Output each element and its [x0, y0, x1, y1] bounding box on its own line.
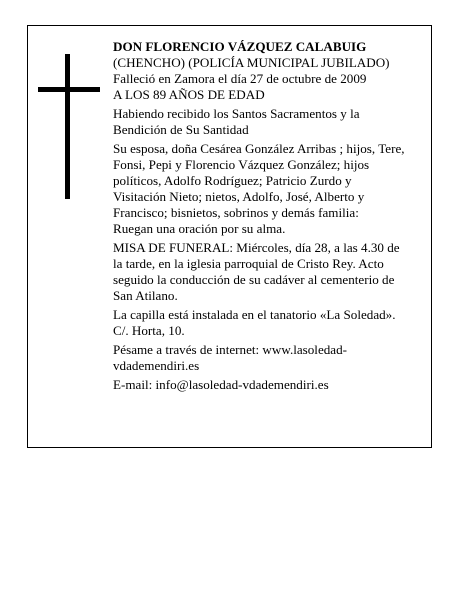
funeral-line: la tarde, en la iglesia parroquial de Cristo Rey. Acto — [113, 256, 384, 271]
internet-paragraph — [113, 342, 427, 374]
email-line: E-mail: info@lasoledad-vdademendiri.es — [113, 377, 329, 392]
funeral-line: San Atilano. — [113, 288, 178, 303]
cross-horizontal-bar — [38, 87, 100, 92]
nickname-line: (CHENCHO) (POLICÍA MUNICIPAL JUBILADO) — [113, 55, 390, 70]
sacraments-line: Bendición de Su Santidad — [113, 122, 249, 137]
chapel-line: La capilla está instalada en el tanatorio «La Soledad». — [113, 307, 396, 322]
cross-icon — [38, 54, 100, 199]
age-line: A LOS 89 AÑOS DE EDAD — [113, 87, 265, 102]
cross-vertical-bar — [65, 54, 70, 199]
family-line: Francisco; bisnietos, sobrinos y demás familia: — [113, 205, 359, 220]
family-line: Fonsi, Pepi y Florencio Vázquez González; hijos — [113, 157, 370, 172]
family-line: Su esposa, doña Cesárea González Arribas ; hijos, Tere, — [113, 141, 405, 156]
sacraments-line: Habiendo recibido los Santos Sacramentos y la — [113, 106, 360, 121]
deceased-name: DON FLORENCIO VÁZQUEZ CALABUIG — [113, 39, 367, 54]
family-line: políticos, Adolfo Rodríguez; Patricio Zurdo y — [113, 173, 352, 188]
family-line: Ruegan una oración por su alma. — [113, 221, 286, 236]
internet-line: Pésame a través de internet: www.lasoledad- — [113, 342, 348, 357]
funeral-paragraph — [113, 240, 427, 304]
internet-line: vdademendiri.es — [113, 358, 200, 373]
chapel-paragraph — [113, 307, 427, 339]
family-paragraph — [113, 141, 427, 237]
death-line: Falleció en Zamora el día 27 de octubre de 2009 — [113, 71, 367, 86]
funeral-line: MISA DE FUNERAL: Miércoles, día 28, a las 4.30 de — [113, 240, 400, 255]
chapel-line: C/. Horta, 10. — [113, 323, 185, 338]
funeral-line: seguido la conducción de su cadáver al cementerio de — [113, 272, 395, 287]
obituary-text — [113, 39, 427, 393]
family-line: Visitación Nieto; nietos, Adolfo, José, Alberto y — [113, 189, 365, 204]
sacraments-paragraph — [113, 106, 427, 138]
